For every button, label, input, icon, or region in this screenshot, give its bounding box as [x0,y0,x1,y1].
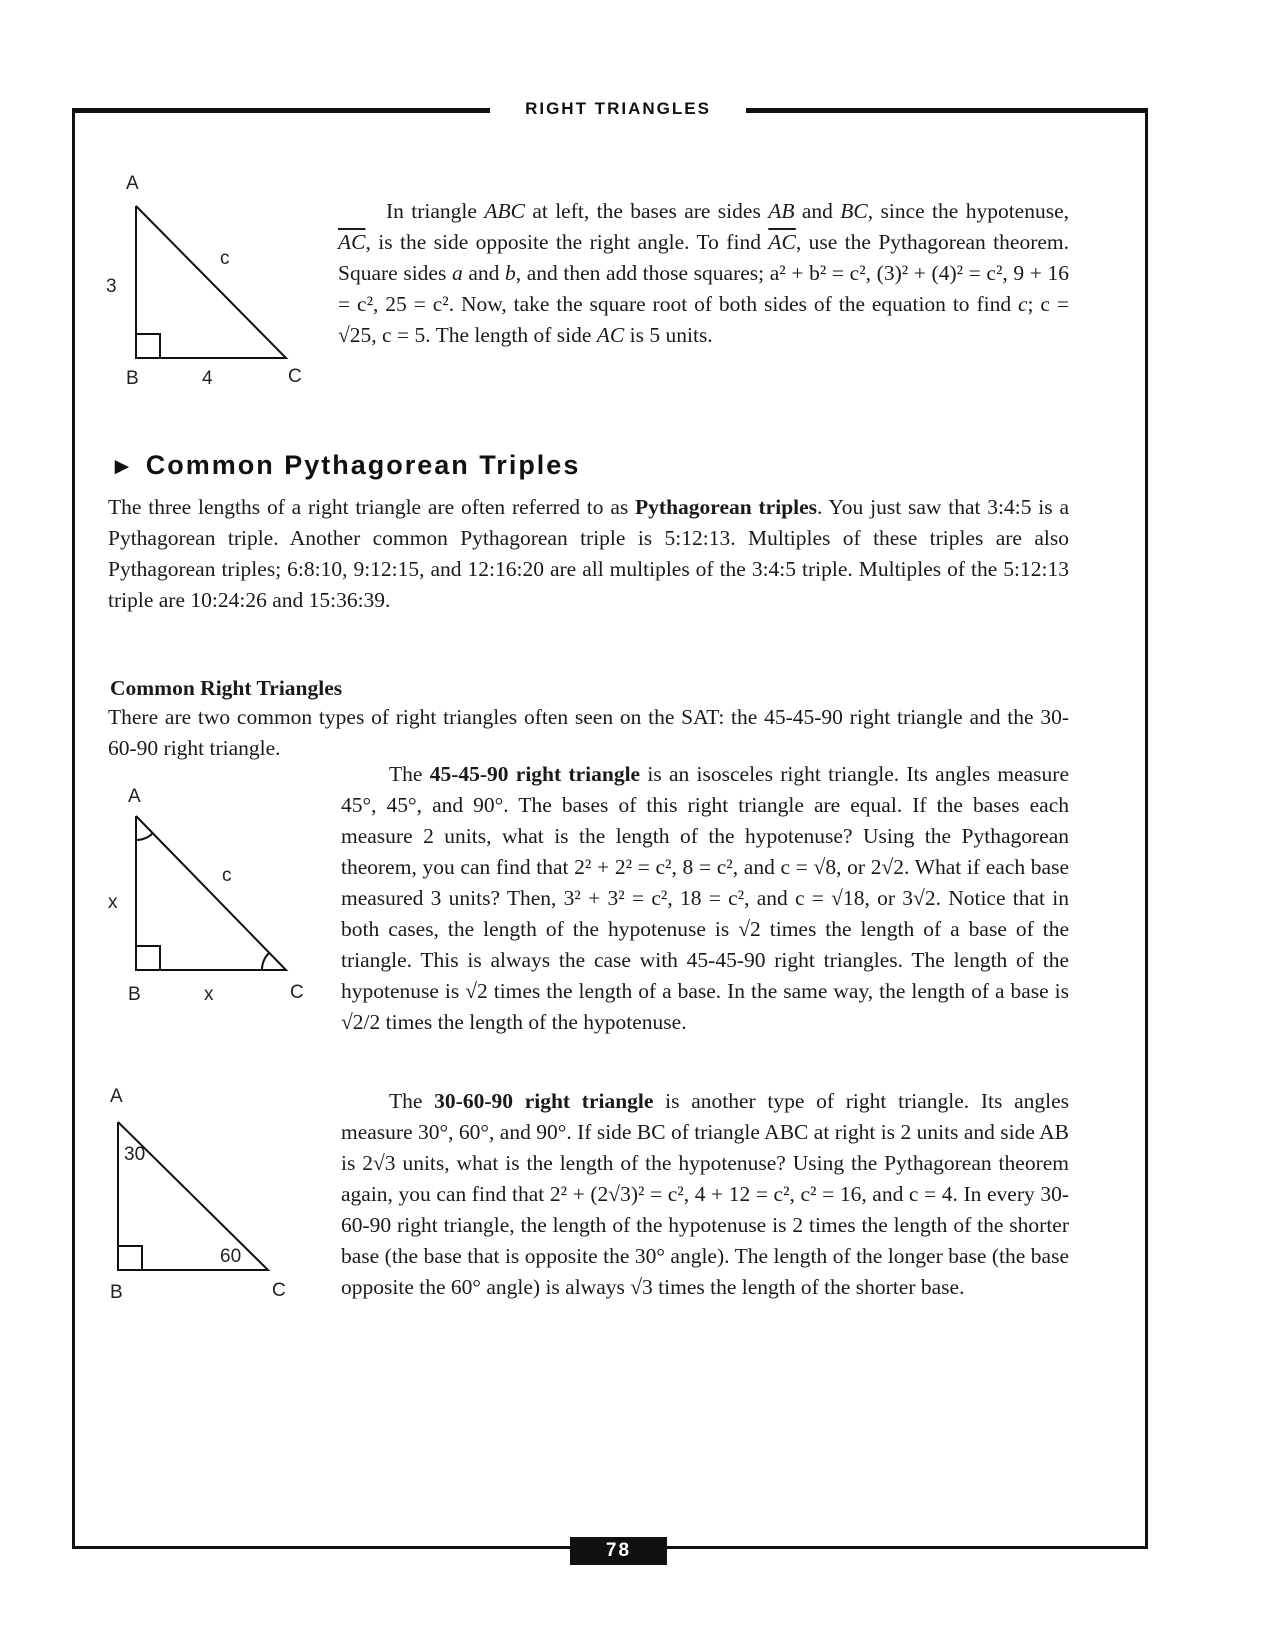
side-label-x-bottom: x [204,984,214,1005]
side-label-x-left: x [108,892,118,913]
vertex-label-b: B [110,1282,123,1303]
vertex-label-a: A [128,786,141,807]
common-right-triangles-text: There are two common types of right triangles often seen on the SAT: the 45-45-90 right triangle and the 30-60-90 right triangle. [108,705,1069,760]
angle-arc-c [262,953,269,970]
side-label-c: c [220,248,230,269]
side-label-3: 3 [106,276,117,297]
triangle-454590-figure [100,780,330,1020]
vertex-label-a: A [126,173,139,194]
right-angle-marker [136,334,160,358]
vertex-label-c: C [272,1280,286,1301]
right-angle-marker [136,946,160,970]
section-title: Common Pythagorean Triples [145,450,581,480]
angle-label-60: 60 [220,1246,242,1267]
angle-label-30: 30 [124,1144,146,1165]
angle-arc-a [136,833,153,840]
right-angle-marker [118,1246,142,1270]
paragraph-45-45-90: The 45-45-90 right triangle is an isosceles right triangle. Its angles measure 45°, 45°, and 90°. The bases of this right triangle are equal. If the bases each measure 2 units, what is the length of the hypotenuse? Using the Pythagorean theorem, you can find that 2² + 2² = c², 8 = c², and c = √8, or 2√2. What if each base measured 3 units? Then, 3² + 3² = c², 18 = c², and c = √18, or 3√2. Notice that in both cases, the length of the hypotenuse is √2 times the length of a base of the triangle. This is always the case with 45-45-90 right triangles. The length of the hypotenuse is √2 times the length of a base. In the same way, the length of a base is √2/2 times the length of the hypotenuse. [341,762,1069,1034]
side-label-c: c [222,865,232,886]
vertex-label-a: A [110,1086,123,1107]
vertex-label-b: B [126,368,139,389]
triangle-345-outline [136,206,286,358]
common-right-triangles-heading: Common Right Triangles [110,676,343,700]
play-triangle-icon: ► [110,453,136,480]
section-heading [110,448,580,484]
vertex-label-c: C [288,366,302,387]
triples-paragraph: The three lengths of a right triangle are often referred to as Pythagorean triples. You just saw that 3:4:5 is a Pythagorean triple. Another common Pythagorean triple is 5:12:13. Multiples of these triples are also Pythagorean triples; 6:8:10, 9:12:15, and 12:16:20 are all multiples of the 3:4:5 triple. Multiples of the 5:12:13 triple are 10:24:26 and 15:36:39. [108,495,1069,612]
side-label-4: 4 [202,368,213,389]
page-number: 78 [570,1537,667,1565]
vertex-label-b: B [128,984,141,1005]
running-header: RIGHT TRIANGLES [490,96,746,122]
intro-paragraph: In triangle ABC at left, the bases are sides AB and BC, since the hypotenuse, $\overline{AC}$, is the side opposite the right angle. To find $\overline{AC}$, use the Pythagorean theorem. Square sides a and b, and then add those squares; a² + b² = c², (3)² + (4)² = c², 9 + 16 = c², 25 = c². Now, take the square root of both sides of the equation to find c; c = √25, c = 5. The length of side AC is 5 units. [338,199,1070,347]
vertex-label-c: C [290,982,304,1003]
triangle-306090-figure [100,1080,320,1320]
triangle-345-figure [100,170,320,400]
paragraph-30-60-90: The 30-60-90 right triangle is another type of right triangle. Its angles measure 30°, 60°, and 90°. If side BC of triangle ABC at right is 2 units and side AB is 2√3 units, what is the length of the hypotenuse? Using the Pythagorean theorem again, you can find that 2² + (2√3)² = c², 4 + 12 = c², c² = 16, and c = 4. In every 30-60-90 right triangle, the length of the hypotenuse is 2 times the length of the shorter base (the base that is opposite the 30° angle). The length of the longer base (the base opposite the 60° angle) is always √3 times the length of the shorter base. [341,1089,1069,1299]
